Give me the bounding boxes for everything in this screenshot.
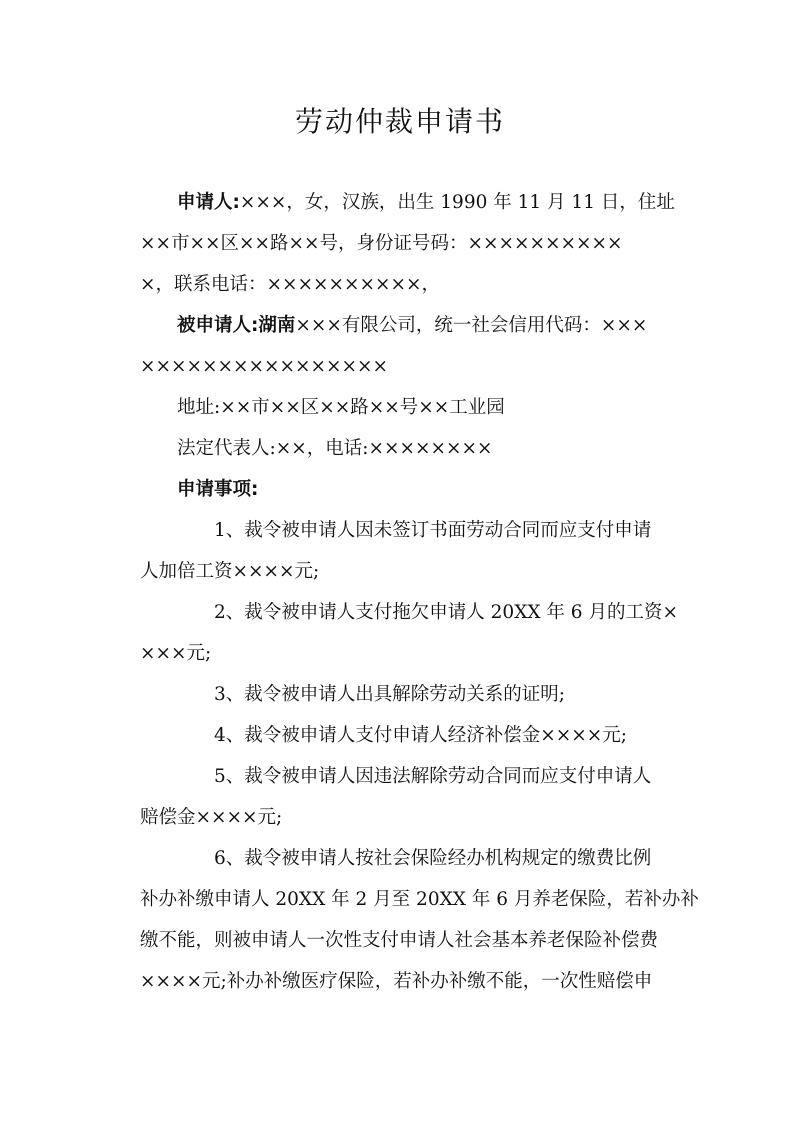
request-item-line: 补办补缴申请人 20XX 年 2 月至 20XX 年 6 月养老保险，若补办补	[140, 889, 699, 910]
request-item	[140, 510, 670, 592]
request-item-line: ××××元;补办补缴医疗保险，若补办补缴不能，一次性赔偿申	[140, 971, 653, 992]
request-item-line: ×××元;	[140, 643, 212, 664]
respondent-text-1: ×××有限公司，统一社会信用代码：×××	[295, 315, 648, 336]
applicant-paragraph	[140, 182, 675, 305]
respondent-label: 被申请人:湖南	[177, 315, 296, 336]
request-item	[140, 838, 699, 1002]
request-item-line: 2、裁令被申请人支付拖欠申请人 20XX 年 6 月的工资×	[214, 602, 678, 623]
applicant-line-3: ×，联系电话：××××××××××，	[140, 274, 441, 295]
request-item-line: 4、裁令被申请人支付申请人经济补偿金××××元;	[214, 725, 628, 746]
request-item-line: 6、裁令被申请人按社会保险经办机构规定的缴费比例	[214, 848, 652, 869]
request-item	[140, 674, 670, 715]
applicant-label: 申请人:	[177, 192, 240, 213]
applicant-text-1: ×××，女，汉族，出生 1990 年 11 月 11 日，住址	[239, 192, 675, 213]
request-item-line: 3、裁令被申请人出具解除劳动关系的证明;	[214, 684, 566, 705]
document-body	[140, 182, 699, 1002]
request-item-line: 缴不能，则被申请人一次性支付申请人社会基本养老保险补偿费	[140, 930, 659, 951]
respondent-line-2: ××××××××××××××××	[140, 356, 389, 377]
request-item-line: 赔偿金××××元;	[140, 807, 283, 828]
respondent-address: 地址:××市××区××路××号××工业园	[177, 397, 505, 418]
requests-heading: 申请事项:	[177, 479, 259, 500]
request-item-line: 人加倍工资××××元;	[140, 561, 320, 582]
respondent-legal-rep: 法定代表人:××，电话:××××××××	[177, 438, 493, 459]
request-item-line: 5、裁令被申请人因违法解除劳动合同而应支付申请人	[214, 766, 652, 787]
applicant-line-1	[140, 182, 675, 223]
document-title: 劳动仲裁申请书	[294, 105, 505, 138]
request-item-line: 1、裁令被申请人因未签订书面劳动合同而应支付申请	[214, 520, 652, 541]
request-item	[140, 756, 670, 838]
requests-list	[140, 510, 699, 1002]
request-item	[140, 715, 670, 756]
respondent-paragraph	[140, 305, 670, 387]
applicant-line-2: ××市××区××路××号，身份证号码：××××××××××	[140, 233, 623, 254]
respondent-line-1	[140, 305, 670, 346]
request-item	[140, 592, 678, 674]
